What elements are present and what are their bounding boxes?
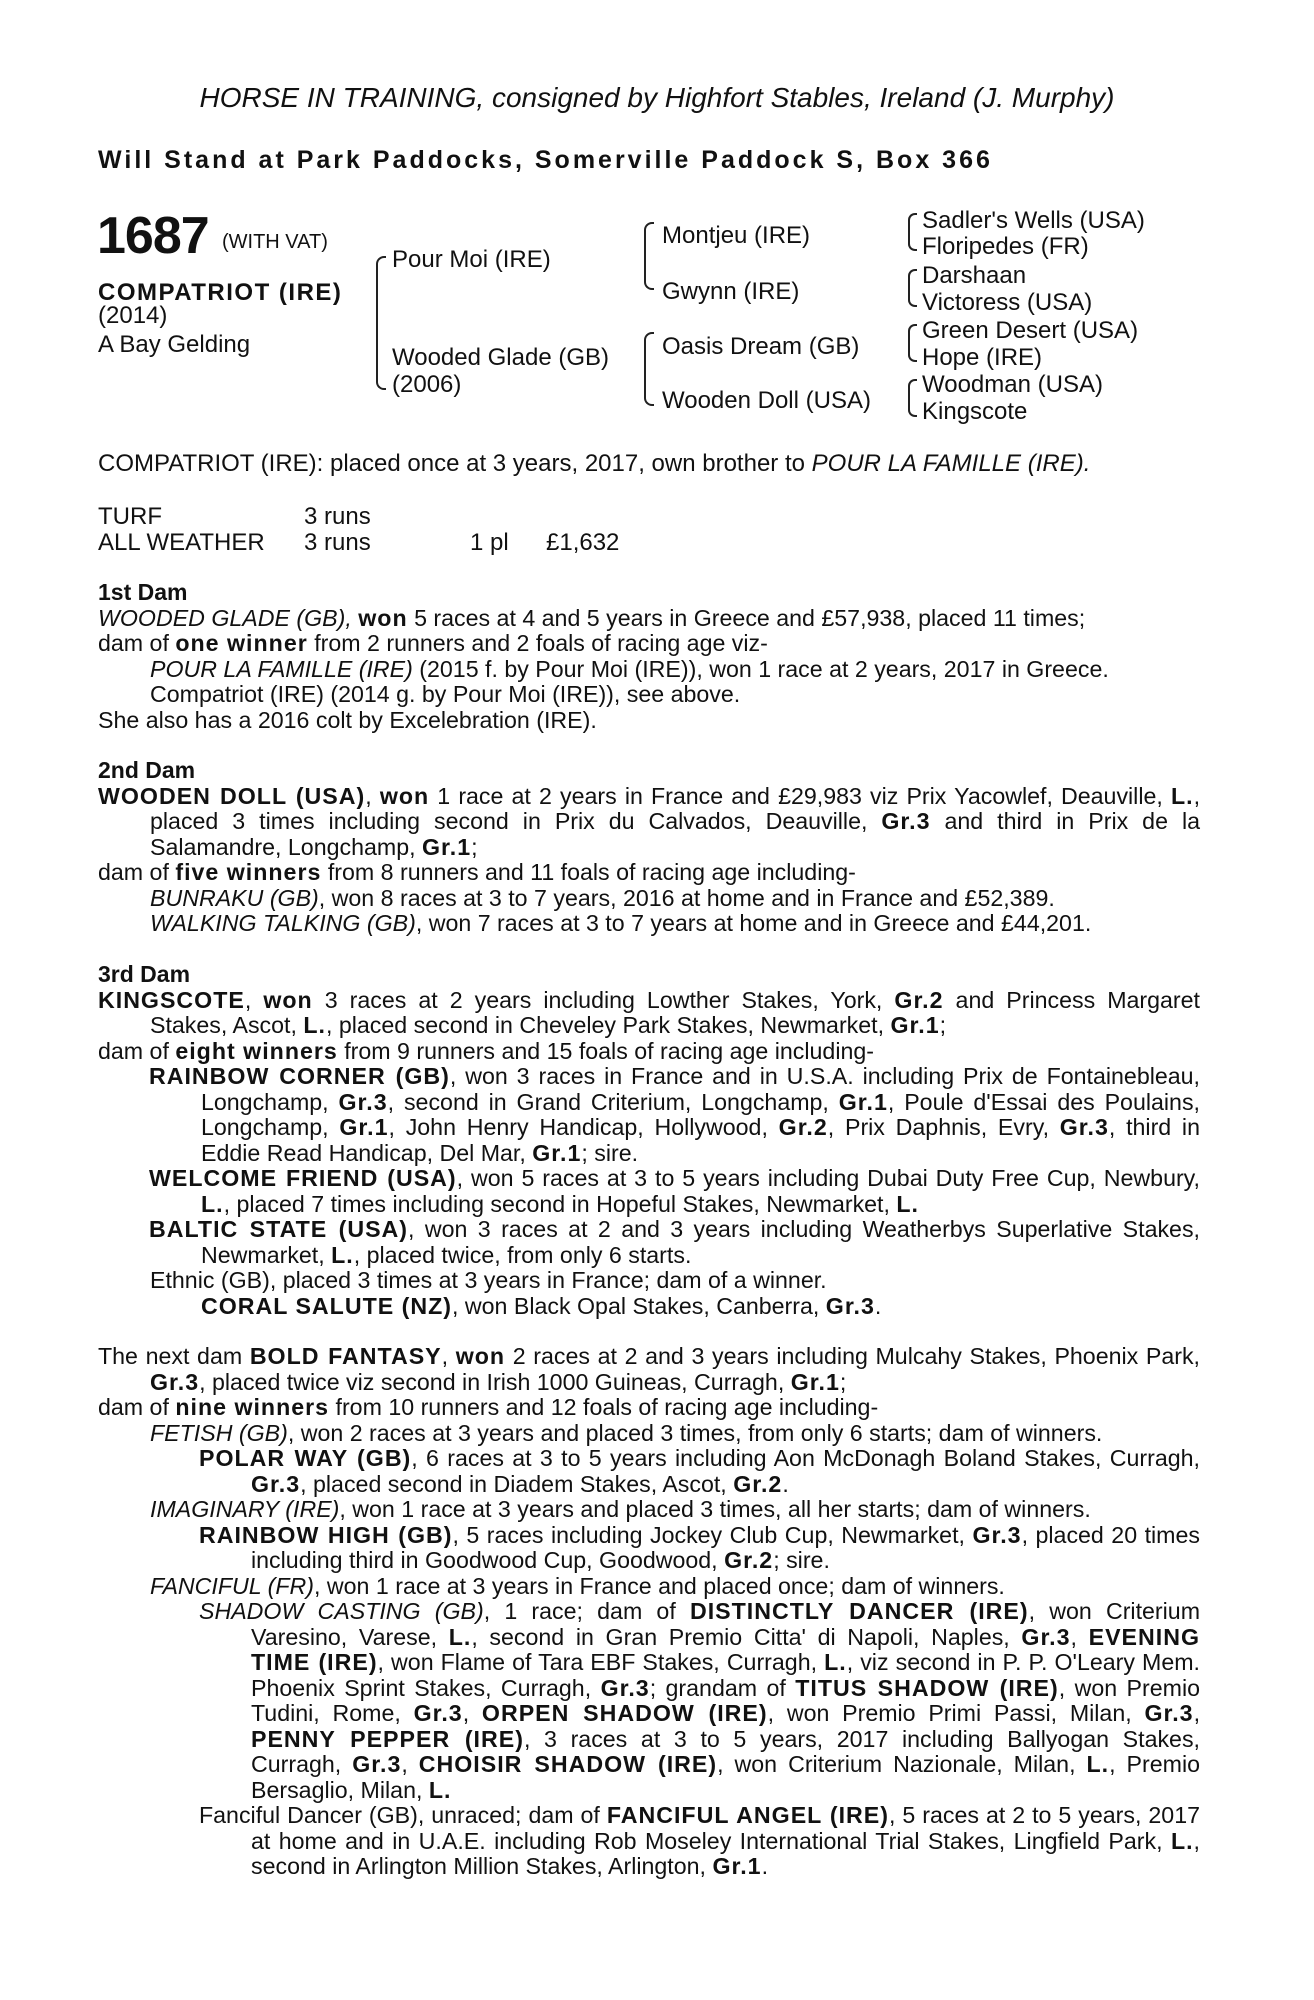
- pedigree-brace-3c: [908, 324, 917, 362]
- pedigree-sds: Darshaan: [922, 262, 1027, 289]
- progeny-shadow-casting: SHADOW CASTING (GB), 1 race; dam of DISTINCTLY DANCER (IRE), won Criterium Varesino, Varese, L., second in Gran Premio Citta' di Napoli, Naples, Gr.3, EVENING TIME (IRE), won Flame of Tara EBF Stakes, Curragh, L., viz second in P. P. O'Leary Mem. Phoenix Sprint Stakes, Curragh, Gr.3; grandam of TITUS SHADOW (IRE), won Premio Tudini, Rome, Gr.3, ORPEN SHADOW (IRE), won Premio Primi Passi, Milan, Gr.3, PENNY PEPPER (IRE), 3 races at 3 to 5 years, 2017 including Ballyogan Stakes, Curragh, Gr.3, CHOISIR SHADOW (IRE), won Criterium Nazionale, Milan, L., Premio Bersaglio, Milan, L.: [199, 1598, 1201, 1803]
- progeny-rainbow-high: RAINBOW HIGH (GB), 5 races including Jockey Club Cup, Newmarket, Gr.3, placed 20 times including third in Goodwood Cup, Goodwood, Gr.2; sire.: [199, 1521, 1200, 1573]
- pedigree-sss: Sadler's Wells (USA): [922, 207, 1145, 234]
- first-dam-heading: 1st Dam: [98, 579, 188, 605]
- pedigree-brace-1: [376, 256, 386, 390]
- stabling-location: Will Stand at Park Paddocks, Somerville Paddock S, Box 366: [98, 146, 993, 174]
- horse-description: A Bay Gelding: [98, 331, 251, 358]
- first-dam-note: She also has a 2016 colt by Excelebration (IRE).: [98, 706, 597, 733]
- pedigree-sire: Pour Moi (IRE): [392, 246, 551, 273]
- turf-runs: 3 runs: [304, 503, 371, 530]
- progeny-rainbow-corner: RAINBOW CORNER (GB), won 3 races in France and in U.S.A. including Prix de Fontainebleau, Longchamp, Gr.3, second in Grand Criterium, Longchamp, Gr.1, Poule d'Essai des Poulains, Longchamp, Gr.1, John Henry Handicap, Hollywood, Gr.2, Prix Daphnis, Evry, Gr.3, third in Eddie Read Handicap, Del Mar, Gr.1; sire.: [149, 1063, 1200, 1166]
- pedigree-dam-sire: Oasis Dream (GB): [662, 333, 860, 360]
- next-dam-produce: dam of nine winners from 10 runners and 12 foals of racing age including-: [98, 1394, 879, 1420]
- second-dam-record: WOODEN DOLL (USA), won 1 race at 2 years in France and £29,983 viz Prix Yacowlef, Deauville, L., placed 3 times including second in Prix du Calvados, Deauville, Gr.3 and third in Prix de la Salamandre, Longchamp, Gr.1;: [98, 782, 1201, 860]
- pedigree-sire-sire: Montjeu (IRE): [662, 222, 811, 249]
- next-dam-section: [98, 1344, 1200, 1880]
- next-dam-record: The next dam BOLD FANTASY, won 2 races at 2 and 3 years including Mulcahy Stakes, Phoenix Park, Gr.3, placed twice viz second in Irish 1000 Guineas, Curragh, Gr.1;: [98, 1343, 1200, 1395]
- first-dam-progeny-1: POUR LA FAMILLE (IRE) (2015 f. by Pour Moi (IRE)), won 1 race at 2 years, 2017 in Greece.: [150, 655, 1109, 682]
- second-dam-progeny-2: WALKING TALKING (GB), won 7 races at 3 to 7 years at home and in Greece and £44,201.: [150, 910, 1092, 936]
- aw-label: ALL WEATHER: [98, 529, 265, 556]
- first-dam-line-1: WOODED GLADE (GB), won 5 races at 4 and 5 years in Greece and £57,938, placed 11 times;: [98, 604, 1086, 631]
- turf-label: TURF: [98, 503, 162, 530]
- progeny-coral-salute: CORAL SALUTE (NZ), won Black Opal Stakes, Canberra, Gr.3.: [201, 1292, 882, 1319]
- pedigree-ddd: Kingscote: [922, 398, 1028, 425]
- pedigree-sire-dam: Gwynn (IRE): [662, 278, 800, 305]
- third-dam-produce: dam of eight winners from 9 runners and 15 foals of racing age including-: [98, 1037, 874, 1064]
- progeny-fanciful-dancer: Fanciful Dancer (GB), unraced; dam of FANCIFUL ANGEL (IRE), 5 races at 2 to 5 years, 2017 at home and in U.A.E. including Rob Moseley International Trial Stakes, Lingfield Park, L., second in Arlington Million Stakes, Arlington, Gr.1.: [199, 1802, 1200, 1879]
- second-dam-progeny-1: BUNRAKU (GB), won 8 races at 3 to 7 years, 2016 at home and in France and £52,389.: [150, 884, 1055, 911]
- aw-placed: 1 pl: [470, 529, 509, 556]
- horse-year: (2014): [98, 302, 168, 329]
- progeny-ethnic: Ethnic (GB), placed 3 times at 3 years in France; dam of a winner.: [150, 1267, 827, 1293]
- horse-name: COMPATRIOT (IRE): [98, 279, 343, 306]
- second-dam-produce: dam of five winners from 8 runners and 11 foals of racing age including-: [98, 859, 856, 885]
- first-dam-progeny-2: Compatriot (IRE) (2014 g. by Pour Moi (IRE)), see above.: [150, 681, 741, 707]
- third-dam-section: [98, 962, 1200, 1319]
- progeny-fetish: FETISH (GB), won 2 races at 3 years and placed 3 times, from only 6 starts; dam of winners.: [150, 1419, 1103, 1446]
- pedigree-dds: Woodman (USA): [922, 371, 1103, 398]
- progeny-baltic-state: BALTIC STATE (USA), won 3 races at 2 and 3 years including Weatherbys Superlative Stakes, Newmarket, L., placed twice, from only 6 starts.: [149, 1216, 1200, 1268]
- progeny-fanciful: FANCIFUL (FR), won 1 race at 3 years in France and placed once; dam of winners.: [150, 1572, 1005, 1599]
- progeny-welcome-friend: WELCOME FRIEND (USA), won 5 races at 3 to 5 years including Dubai Duty Free Cup, Newbury, L., placed 7 times including second in Hopeful Stakes, Newmarket, L.: [149, 1165, 1201, 1217]
- progeny-polar-way: POLAR WAY (GB), 6 races at 3 to 5 years including Aon McDonagh Boland Stakes, Curragh, Gr.3, placed second in Diadem Stakes, Ascot, Gr.2.: [199, 1445, 1200, 1497]
- lot-number: 1687: [97, 207, 209, 265]
- pedigree-brace-3a: [908, 213, 917, 251]
- aw-earnings: £1,632: [546, 529, 620, 556]
- pedigree-brace-3b: [908, 269, 917, 307]
- pedigree-sdd: Victoress (USA): [922, 289, 1093, 316]
- vat-note: (WITH VAT): [222, 231, 328, 253]
- third-dam-heading: 3rd Dam: [98, 961, 191, 987]
- pedigree-dam-dam: Wooden Doll (USA): [662, 387, 871, 414]
- pedigree-brace-2b: [644, 332, 654, 406]
- pedigree-dam: Wooded Glade (GB): [392, 344, 609, 371]
- second-dam-section: [98, 758, 1200, 937]
- catalogue-heading: HORSE IN TRAINING, consigned by Highfort Stables, Ireland (J. Murphy): [199, 82, 1115, 113]
- second-dam-heading: 2nd Dam: [98, 757, 196, 783]
- pedigree-dsd: Hope (IRE): [922, 344, 1043, 371]
- pedigree-dam-year: (2006): [392, 371, 462, 398]
- pedigree-brace-3d: [908, 379, 917, 417]
- summary-line: COMPATRIOT (IRE): placed once at 3 years, 2017, own brother to POUR LA FAMILLE (IRE).: [98, 450, 1091, 477]
- pedigree-dss: Green Desert (USA): [922, 317, 1139, 344]
- pedigree-brace-2a: [644, 222, 654, 290]
- third-dam-record: KINGSCOTE, won 3 races at 2 years including Lowther Stakes, York, Gr.2 and Princess Margaret Stakes, Ascot, L., placed second in Cheveley Park Stakes, Newmarket, Gr.1;: [98, 986, 1200, 1038]
- progeny-imaginary: IMAGINARY (IRE), won 1 race at 3 years and placed 3 times, all her starts; dam of winners.: [150, 1496, 1091, 1522]
- pedigree-ssd: Floripedes (FR): [922, 233, 1089, 260]
- first-dam-line-2: dam of one winner from 2 runners and 2 foals of racing age viz-: [98, 630, 768, 656]
- first-dam-section: [98, 580, 1200, 733]
- aw-runs: 3 runs: [304, 529, 371, 556]
